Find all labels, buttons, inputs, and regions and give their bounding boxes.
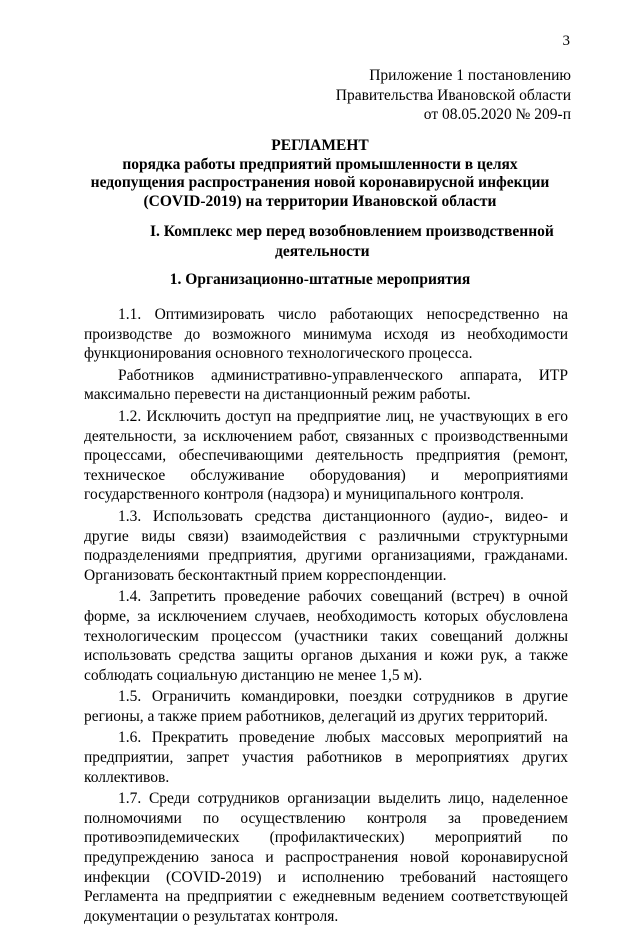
paragraph: 1.2. Исключить доступ на предприятие лиц, не участвующих в его деятельности, за исключением работ, связанных с производственными процессами, обеспечивающими деятельность предприятия (ремонт, техническое обслуживание оборудования) и мероприятиями государственного контроля (надзора) и муниципального контроля. [84,407,568,504]
appendix-line: Приложение 1 постановлению [369,67,571,84]
paragraph: 1.1. Оптимизировать число работающих непосредственно на производстве до возможного минимума исходя из необходимости функционирования основного технологического процесса. [84,306,568,363]
appendix-line: Правительства Ивановской области [335,86,571,104]
section-heading-line: деятельности [275,242,370,260]
title-line: (COVID-2019) на территории Ивановской области [143,192,497,210]
title-line: недопущения распространения новой коронавирусной инфекции [90,174,550,191]
document-title [80,137,560,211]
paragraph: 1.3. Использовать средства дистанционного (аудио-, видео- и другие виды связи) взаимодействия с различными структурными подразделениями предприятия, другими организациями, гражданами. Организовать бесконтактный прием корреспонденции. [84,507,568,584]
appendix-line: от 08.05.2020 № 209-п [423,106,571,123]
body-text [84,305,568,928]
title-line: порядка работы предприятий промышленности в целях [122,155,518,173]
section-heading-line: I. Комплекс мер перед возобновлением производственной [150,223,554,240]
title-heading: РЕГЛАМЕНТ [271,137,369,154]
subsection-heading: 1. Организационно-штатные мероприятия [169,271,471,288]
appendix-note [336,66,571,125]
page-number: 3 [562,33,570,49]
section-heading [150,222,590,261]
paragraph: 1.4. Запретить проведение рабочих совещаний (встреч) в очной форме, за исключением случаев, необходимость которых обусловлена технологическим процессом (участники таких совещаний должны использовать средства защиты органов дыхания и кожи рук, а также соблюдать социальную дистанцию не менее 1,5 м). [84,588,568,684]
paragraph: Работников административно-управленческого аппарата, ИТР максимально перевести на дистанционный режим работы. [84,366,568,404]
paragraph: 1.6. Прекратить проведение любых массовых мероприятий на предприятии, запрет участия работников в мероприятиях других коллективов. [84,729,568,786]
paragraph: 1.7. Среди сотрудников организации выделить лицо, наделенное полномочиями по осуществлению контроля за проведением противоэпидемических (профилактических) мероприятий по предупреждению заноса и распространения новой коронавирусной инфекции (COVID-2019) и исполнению требований настоящего Регламента на предприятии с ежедневным ведением соответствующей документации о результатах контроля. [84,790,568,925]
paragraph: 1.5. Ограничить командировки, поездки сотрудников в другие регионы, а также прием работников, делегаций из других территорий. [84,688,568,725]
